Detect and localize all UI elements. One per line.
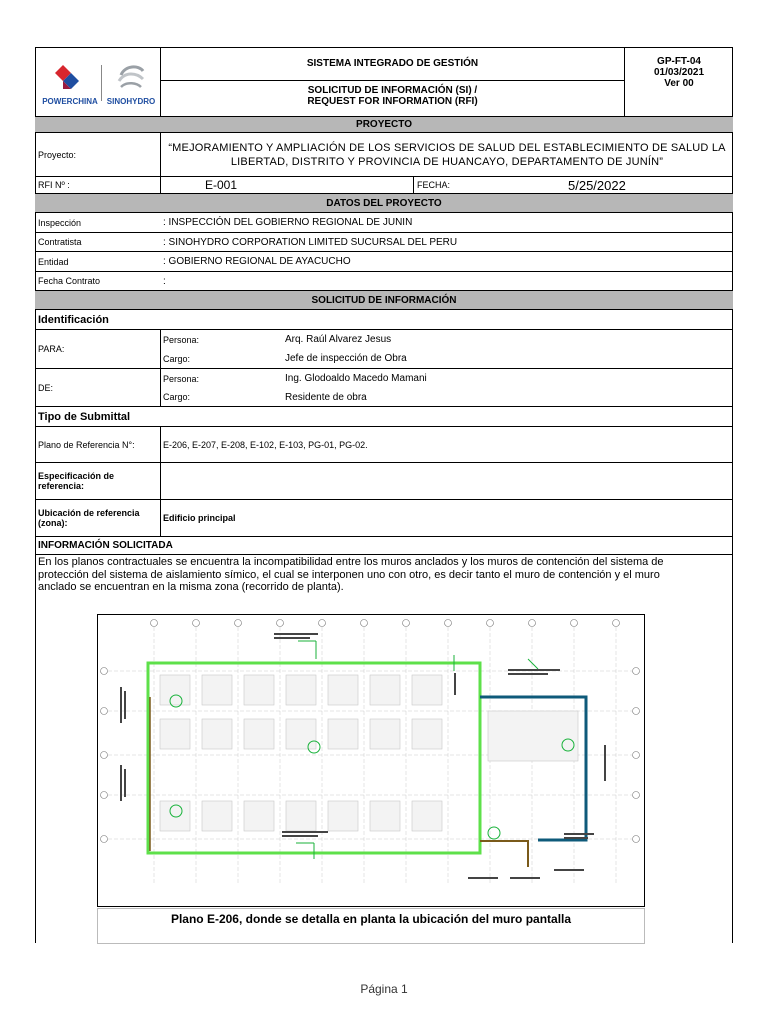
informacion-line1: En los planos contractuales se encuentra la incompatibilidad entre los muros anclados y los muros de contención del sistema de (38, 556, 664, 568)
contratista-label: Contratista (35, 233, 161, 252)
proyecto-value-line2: LIBERTAD, DISTRITO Y PROVINCIA DE HUANCAYO, DEPARTAMENTO DE JUNÍN” (230, 156, 664, 168)
powerchina-label: POWERCHINA (42, 97, 98, 106)
para-cargo-label: Cargo: (161, 349, 285, 369)
especificacion-label-line2: referencia: (38, 481, 85, 491)
para-label: PARA: (35, 330, 161, 369)
doc-code: GP-FT-04 (657, 56, 701, 67)
rfi-label: RFI Nº : (35, 177, 161, 194)
para-persona-value: Arq. Raúl Alvarez Jesus (285, 334, 392, 345)
entidad-label: Entidad (35, 252, 161, 272)
informacion-body (35, 556, 733, 602)
ubicacion-label (35, 500, 161, 537)
de-cargo-label: Cargo: (161, 388, 285, 407)
doc-date: 01/03/2021 (653, 67, 705, 78)
plano-label: Plano de Referencia N°: (35, 427, 161, 463)
fecha-label: FECHA: (414, 177, 526, 194)
fecha-contrato-value: : (161, 272, 733, 291)
de-label: DE: (35, 369, 161, 407)
sinohydro-label: SINOHYDRO (106, 97, 156, 106)
plano-value: E-206, E-207, E-208, E-102, E-103, PG-01, PG-02. (161, 427, 733, 463)
entidad-value: : GOBIERNO REGIONAL DE AYACUCHO (161, 252, 733, 272)
de-cargo-value: Residente de obra (285, 388, 733, 407)
informacion-line3: anclado se encuentran en la misma zona (recorrido de planta). (38, 581, 344, 593)
plan-caption: Plano E-206, donde se detalla en planta la ubicación del muro pantalla (97, 908, 645, 944)
plan-drawing-image (98, 615, 644, 906)
sinohydro-logo (103, 61, 159, 105)
system-title: SISTEMA INTEGRADO DE GESTIÓN (161, 47, 625, 81)
logo-divider (101, 65, 102, 101)
rfi-value: E-001 (161, 177, 414, 194)
especificacion-value (161, 463, 733, 500)
ubicacion-value: Edificio principal (161, 500, 733, 537)
inspeccion-label: Inspección (35, 213, 161, 233)
inspeccion-value: : INSPECCIÓN DEL GOBIERNO REGIONAL DE JUNIN (161, 213, 733, 233)
page-number: Página 1 (360, 982, 408, 996)
fecha-value: 5/25/2022 (526, 177, 733, 194)
powerchina-logo (41, 61, 99, 105)
de-persona-value: Ing. Glodoaldo Macedo Mamani (285, 373, 427, 384)
doc-code-block (625, 47, 733, 117)
proyecto-label: Proyecto: (35, 133, 161, 177)
doc-title-line1: SOLICITUD DE INFORMACIÓN (SI) / (307, 85, 478, 96)
informacion-line2: protección del sistema de aislamiento símico, el cual se interponen uno con otro, es decir tanto el muro de contención y el muro (38, 568, 660, 581)
powerchina-logo-icon (41, 61, 99, 91)
datos-proyecto-title: DATOS DEL PROYECTO (35, 194, 733, 213)
doc-title-line2: REQUEST FOR INFORMATION (RFI) (307, 96, 478, 107)
de-persona-label: Persona: (163, 373, 200, 384)
doc-title (161, 81, 625, 117)
para-cargo-value: Jefe de inspección de Obra (285, 349, 733, 369)
logo-cell (35, 47, 161, 117)
proyecto-section-title: PROYECTO (35, 117, 733, 133)
tipo-submittal-heading: Tipo de Submittal (35, 407, 733, 427)
identificacion-heading: Identificación (35, 310, 733, 330)
especificacion-label (35, 463, 161, 500)
doc-version: Ver 00 (664, 78, 694, 89)
especificacion-label-line1: Especificación de (38, 471, 115, 481)
proyecto-value (161, 133, 733, 177)
ubicacion-label-line2: (zona): (38, 518, 68, 528)
plan-drawing (97, 614, 645, 907)
fecha-contrato-label: Fecha Contrato (35, 272, 161, 291)
solicitud-title: SOLICITUD DE INFORMACIÓN (35, 291, 733, 310)
para-persona-label: Persona: (163, 334, 200, 345)
informacion-title: INFORMACIÓN SOLICITADA (35, 537, 733, 555)
contratista-value: : SINOHYDRO CORPORATION LIMITED SUCURSAL DEL PERU (161, 233, 733, 252)
ubicacion-label-line1: Ubicación de referencia (38, 508, 140, 518)
sinohydro-logo-icon (103, 61, 159, 91)
proyecto-value-line1: “MEJORAMIENTO Y AMPLIACIÓN DE LOS SERVICIOS DE SALUD DEL ESTABLECIMIENTO DE SALUD LA (168, 142, 726, 154)
